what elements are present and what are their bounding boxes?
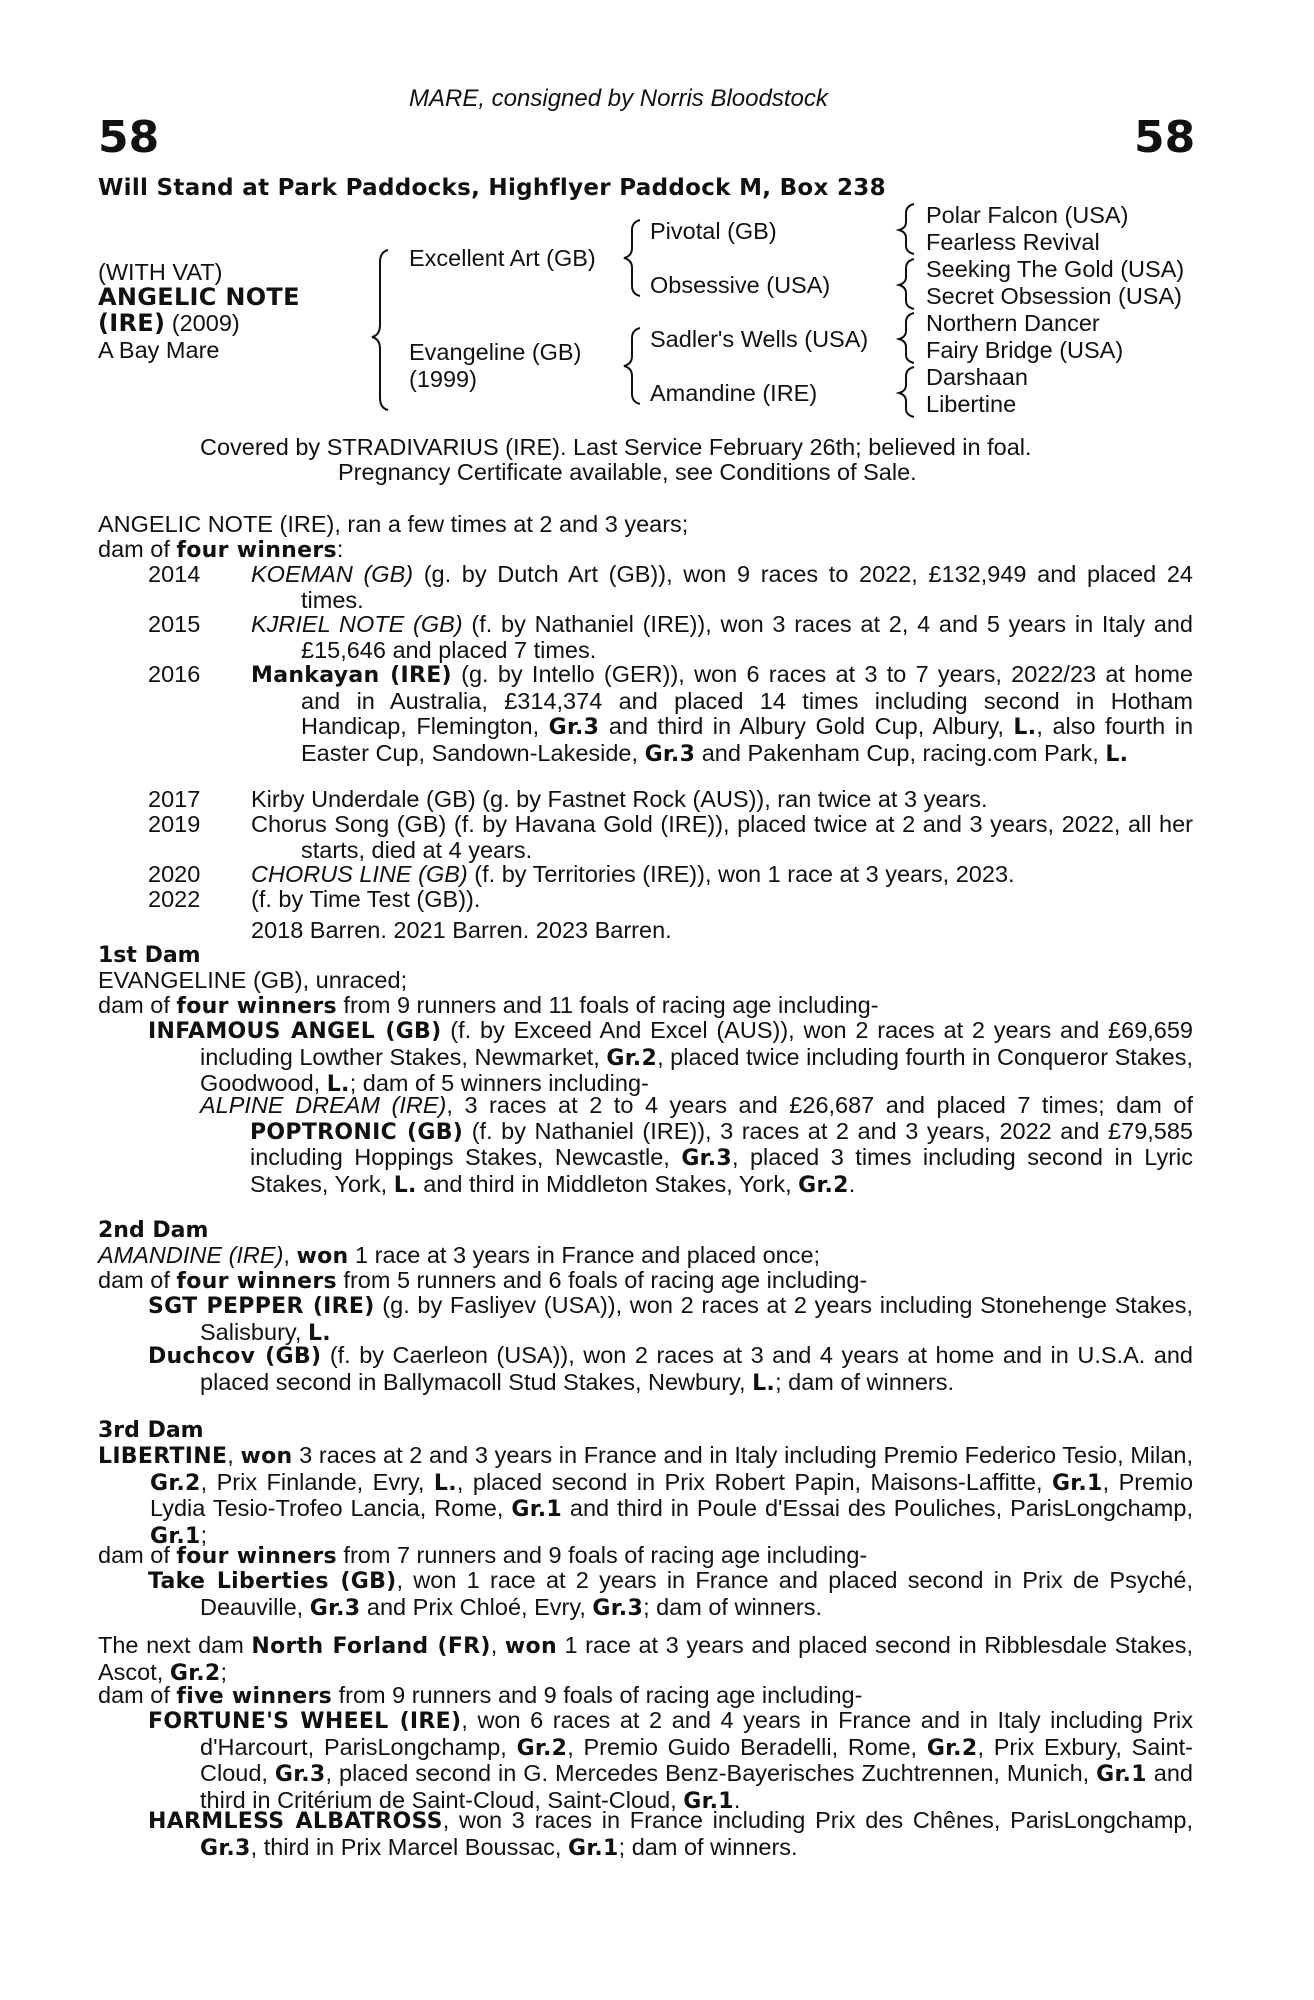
pedigree-sire-dam: Obsessive (USA): [650, 272, 831, 298]
pedigree-g3-6: Fairy Bridge (USA): [926, 337, 1124, 363]
produce-year: 2020: [148, 861, 201, 887]
covered-line-2: Pregnancy Certificate available, see Conditions of Sale.: [338, 459, 917, 485]
lot-number-right: 58: [1134, 112, 1196, 163]
produce-winners-count: four winners: [176, 538, 337, 563]
take-liberties-entry: Take Liberties (GB), won 1 race at 2 years in France and placed second in Prix de Psyché, Deauville, Gr.3 and Prix Chloé, Evry, Gr.3; dam of winners.: [148, 1567, 1193, 1621]
produce-year: 2015: [148, 611, 201, 637]
produce-dam-of-suffix: :: [336, 536, 344, 562]
pedigree-g3-2: Fearless Revival: [926, 229, 1100, 255]
produce-entry: Mankayan (IRE) (g. by Intello (GER)), won 6 races at 3 to 7 years, 2022/23 at home and in Australia, £314,374 and placed 14 times including second in Hotham Handicap, Flemington, Gr.3 and third in Albury Gold Cup, Albury, L., also fourth in Easter Cup, Sandown-Lakeside, Gr.3 and Pakenham Cup, racing.com Park, L.: [251, 661, 1194, 767]
pedigree-dam-year: (1999): [409, 366, 477, 392]
horse-year: (2009): [171, 310, 240, 336]
second-dam-line-1: AMANDINE (IRE), won 1 race at 3 years in France and placed once;: [98, 1242, 821, 1269]
libertine-entry: LIBERTINE, won 3 races at 2 and 3 years in France and in Italy including Premio Federico Tesio, Milan, Gr.2, Prix Finlande, Evry, L., placed second in Prix Robert Papin, Maisons-Laffitte, Gr.1, Premio Lydia Tesio-Trofeo Lancia, Rome, Gr.1 and third in Poule d'Essai des Pouliches, ParisLongchamp, Gr.1;: [98, 1442, 1194, 1549]
second-dam-line-2: dam of four winners from 5 runners and 6 foals of racing age including-: [98, 1267, 868, 1294]
produce-dam-of: [98, 537, 343, 564]
pedigree-g3-4: Secret Obsession (USA): [926, 283, 1182, 309]
pedigree-sire-sire: Pivotal (GB): [650, 218, 777, 244]
covered-line-1: Covered by STRADIVARIUS (IRE). Last Service February 26th; believed in foal.: [200, 434, 1032, 460]
third-dam-heading: 3rd Dam: [98, 1418, 204, 1443]
vat-label: (WITH VAT): [98, 259, 223, 285]
produce-entry: CHORUS LINE (GB) (f. by Territories (IRE)), won 1 race at 3 years, 2023.: [251, 861, 1015, 887]
produce-year: 2014: [148, 561, 201, 587]
horse-description: A Bay Mare: [98, 337, 220, 363]
next-dam-dam-of: dam of five winners from 9 runners and 9 foals of racing age including-: [98, 1682, 863, 1709]
first-dam-heading: 1st Dam: [98, 943, 201, 968]
first-dam-line-1: EVANGELINE (GB), unraced;: [98, 967, 408, 993]
infamous-angel-entry: INFAMOUS ANGEL (GB) (f. by Exceed And Excel (AUS)), won 2 races at 2 years and £69,659 including Lowther Stakes, Newmarket, Gr.2, placed twice including fourth in Conqueror Stakes, Goodwood, L.; dam of 5 winners including-: [148, 1017, 1194, 1097]
horse-name: ANGELIC NOTE: [98, 283, 300, 311]
stand-location: Will Stand at Park Paddocks, Highflyer Paddock M, Box 238: [98, 175, 886, 201]
horse-origin: (IRE): [98, 309, 166, 337]
pedigree-g3-3: Seeking The Gold (USA): [926, 256, 1185, 282]
produce-intro: ANGELIC NOTE (IRE), ran a few times at 2 and 3 years;: [98, 511, 689, 537]
produce-entry: KJRIEL NOTE (GB) (f. by Nathaniel (IRE)), won 3 races at 2, 4 and 5 years in Italy and £15,646 and placed 7 times.: [251, 611, 1193, 663]
consignor-line: MARE, consigned by Norris Bloodstock: [409, 85, 828, 112]
pedigree-g3-5: Northern Dancer: [926, 310, 1100, 336]
produce-year: 2016: [148, 661, 201, 687]
next-dam-entry: The next dam North Forland (FR), won 1 race at 3 years and placed second in Ribblesdale Stakes, Ascot, Gr.2;: [98, 1632, 1194, 1686]
first-dam-line-2: dam of four winners from 9 runners and 11 foals of racing age including-: [98, 992, 879, 1019]
second-dam-heading: 2nd Dam: [98, 1218, 209, 1243]
pedigree-dam-sire: Sadler's Wells (USA): [650, 326, 869, 352]
produce-year: 2022: [148, 886, 201, 912]
produce-barren: 2018 Barren. 2021 Barren. 2023 Barren.: [251, 917, 672, 943]
third-dam-dam-of: dam of four winners from 7 runners and 9 foals of racing age including-: [98, 1542, 868, 1569]
pedigree-g3-8: Libertine: [926, 391, 1017, 417]
sgt-pepper-entry: SGT PEPPER (IRE) (g. by Fasliyev (USA)), won 2 races at 2 years including Stonehenge Stakes, Salisbury, L.: [148, 1292, 1193, 1346]
produce-year: 2019: [148, 811, 201, 837]
produce-entry: Kirby Underdale (GB) (g. by Fastnet Rock (AUS)), ran twice at 3 years.: [251, 786, 988, 812]
pedigree-g3-7: Darshaan: [926, 364, 1028, 390]
lot-number-left: 58: [98, 112, 160, 163]
duchcov-entry: Duchcov (GB) (f. by Caerleon (USA)), won 2 races at 3 and 4 years at home and in U.S.A. and placed second in Ballymacoll Stud Stakes, Newbury, L.; dam of winners.: [148, 1342, 1193, 1396]
pedigree-dam: Evangeline (GB): [409, 339, 582, 365]
produce-entry: KOEMAN (GB) (g. by Dutch Art (GB)), won 9 races to 2022, £132,949 and placed 24 times.: [251, 561, 1193, 613]
pedigree-g3-1: Polar Falcon (USA): [926, 202, 1129, 228]
produce-entry: (f. by Time Test (GB)).: [251, 886, 481, 912]
fortunes-wheel-entry: FORTUNE'S WHEEL (IRE), won 6 races at 2 and 4 years in France and in Italy including Prix d'Harcourt, ParisLongchamp, Gr.2, Premio Guido Beradelli, Rome, Gr.2, Prix Exbury, Saint-Cloud, Gr.3, placed second in G. Mercedes Benz-Bayerisches Zuchtrennen, Munich, Gr.1 and third in Critérium de Saint-Cloud, Saint-Cloud, Gr.1.: [148, 1707, 1194, 1814]
produce-dam-of-prefix: dam of: [98, 536, 177, 562]
produce-entry: Chorus Song (GB) (f. by Havana Gold (IRE)), placed twice at 2 and 3 years, 2022, all her starts, died at 4 years.: [251, 811, 1193, 863]
harmless-albatross-entry: HARMLESS ALBATROSS, won 3 races in France including Prix des Chênes, ParisLongchamp, Gr.3, third in Prix Marcel Boussac, Gr.1; dam of winners.: [148, 1807, 1193, 1861]
pedigree-sire: Excellent Art (GB): [409, 245, 596, 271]
alpine-dream-entry: ALPINE DREAM (IRE), 3 races at 2 to 4 years and £26,687 and placed 7 times; dam of POPTRONIC (GB) (f. by Nathaniel (IRE)), 3 races at 2 and 3 years, 2022 and £79,585 including Hoppings Stakes, Newcastle, Gr.3, placed 3 times including second in Lyric Stakes, York, L. and third in Middleton Stakes, York, Gr.2.: [200, 1092, 1193, 1198]
produce-year: 2017: [148, 786, 201, 812]
pedigree-dam-dam: Amandine (IRE): [650, 380, 818, 406]
